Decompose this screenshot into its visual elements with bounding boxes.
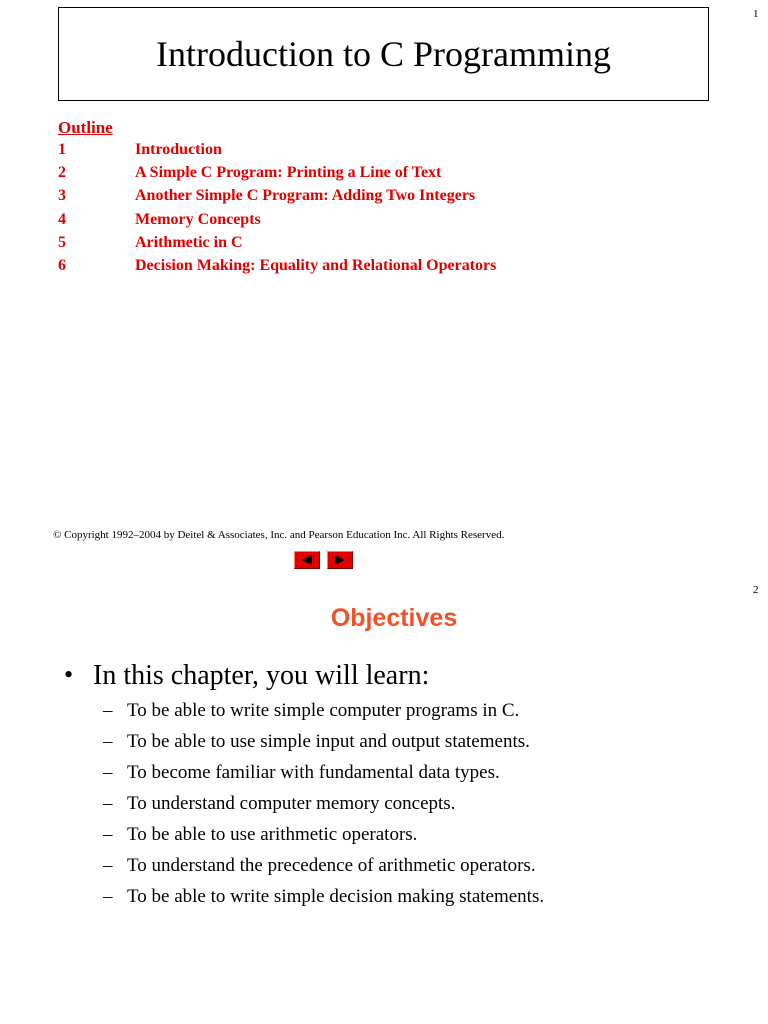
outline-text: Decision Making: Equality and Relational Operators [135, 256, 497, 274]
arrow-right-icon [333, 555, 347, 565]
list-item-text: To be able to write simple computer programs in C. [127, 700, 520, 721]
dash-icon: – [103, 731, 113, 752]
previous-slide-button[interactable] [294, 551, 320, 569]
list-item-text: To become familiar with fundamental data types. [127, 762, 500, 783]
outline-text: Arithmetic in C [135, 233, 243, 251]
copyright-notice: © Copyright 1992–2004 by Deitel & Associates, Inc. and Pearson Education Inc. All Rights Reserved. [53, 529, 505, 541]
outline-text: Another Simple C Program: Adding Two Integers [135, 187, 476, 205]
page-number: 2 [753, 584, 759, 596]
bullet-icon: • [64, 660, 74, 689]
outline-text: Memory Concepts [135, 210, 261, 228]
dash-icon: – [103, 762, 113, 783]
outline-heading: Outline [58, 118, 113, 137]
outline-text: A Simple C Program: Printing a Line of Text [135, 164, 442, 182]
outline-number: 3 [58, 187, 66, 205]
list-item-text: To be able to write simple decision making statements. [127, 886, 545, 907]
dash-icon: – [103, 855, 113, 876]
arrow-left-icon [300, 555, 314, 565]
main-bullet-text: In this chapter, you will learn: [93, 660, 430, 691]
list-item-text: To be able to use arithmetic operators. [127, 824, 418, 845]
outline-number: 4 [58, 210, 66, 228]
outline-number: 6 [58, 256, 66, 274]
page-number: 1 [753, 8, 759, 20]
dash-icon: – [103, 824, 113, 845]
outline-number: 2 [58, 164, 66, 182]
outline-number: 1 [58, 141, 66, 158]
outline-text: Introduction [135, 141, 222, 158]
list-item-text: To understand computer memory concepts. [127, 793, 456, 814]
next-slide-button[interactable] [327, 551, 353, 569]
list-item-text: To be able to use simple input and output statements. [127, 731, 530, 752]
outline-number: 5 [58, 233, 66, 251]
dash-icon: – [103, 886, 113, 907]
list-item-text: To understand the precedence of arithmetic operators. [127, 855, 536, 876]
dash-icon: – [103, 793, 113, 814]
slide-title-text: Introduction to C Programming [156, 34, 611, 74]
objectives-title: Objectives [330, 604, 458, 632]
slide-title [58, 7, 709, 101]
dash-icon: – [103, 700, 113, 721]
